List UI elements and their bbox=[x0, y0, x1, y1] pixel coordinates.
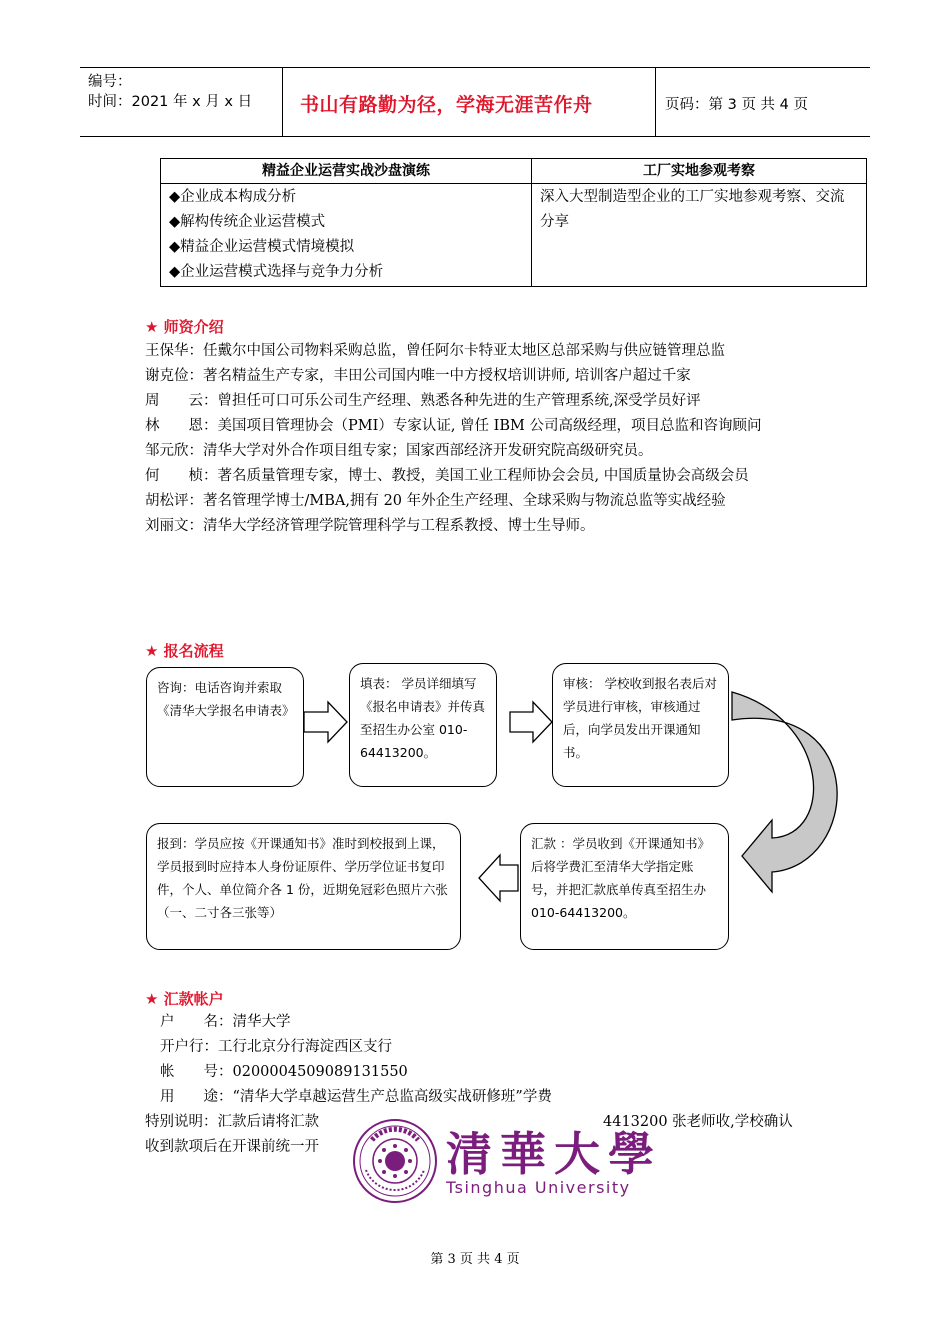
faculty-item: 周 云：曾担任可口可乐公司生产经理、熟悉各种先进的生产管理系统,深受学员好评 bbox=[145, 393, 701, 409]
tsinghua-logo-chinese: 清華大學 bbox=[446, 1127, 662, 1181]
header-motto: 书山有路勤为径，学海无涯苦作舟 bbox=[300, 94, 593, 116]
number-label: 编号： bbox=[88, 74, 132, 90]
page-footer: 第 3 页 共 4 页 bbox=[430, 1252, 520, 1267]
account-note bbox=[145, 1110, 319, 1160]
note-line-tail: 4413200 张老师收,学校确认 bbox=[603, 1114, 793, 1130]
cell-text: 深入大型制造型企业的工厂实地参观考察、交流分享 bbox=[540, 189, 845, 230]
faculty-item: 邹元欣：清华大学对外合作项目组专家；国家西部经济开发研究院高级研究员。 bbox=[145, 443, 653, 459]
list-item: ◆精益企业运营模式情境模拟 bbox=[169, 239, 355, 255]
arrow-right-icon bbox=[510, 702, 552, 742]
table-header: 工厂实地参观考察 bbox=[532, 159, 867, 184]
table-cell-right bbox=[532, 184, 867, 287]
faculty-item: 刘丽文：清华大学经济管理学院管理科学与工程系教授、博士生导师。 bbox=[145, 518, 595, 534]
page-header bbox=[80, 67, 870, 137]
registration-title: ★ 报名流程 bbox=[145, 642, 224, 660]
tsinghua-logo-english: Tsinghua University bbox=[446, 1178, 631, 1197]
header-meta bbox=[88, 72, 252, 112]
account-line: 用 途：“清华大学卓越运营生产总监高级实战研修班”学费 bbox=[160, 1089, 552, 1105]
date-label: 时间：2021 年 x 月 x 日 bbox=[88, 94, 253, 110]
account-line: 开户行：工行北京分行海淀西区支行 bbox=[160, 1039, 392, 1055]
faculty-item: 胡松评：著名管理学博士/MBA,拥有 20 年外企生产经理、全球采购与物流总监等实战经验 bbox=[145, 493, 726, 509]
header-divider bbox=[282, 68, 283, 136]
account-title: ★ 汇款帐户 bbox=[145, 990, 224, 1008]
faculty-item: 王保华：任戴尔中国公司物料采购总监，曾任阿尔卡特亚太地区总部采购与供应链管理总监 bbox=[145, 343, 725, 359]
note-line: 特别说明：汇款后请将汇款 bbox=[145, 1114, 319, 1130]
arrow-left-icon bbox=[479, 855, 518, 901]
list-item: ◆解构传统企业运营模式 bbox=[169, 214, 326, 230]
note-line: 收到款项后在开课前统一开 bbox=[145, 1139, 319, 1155]
account-lines bbox=[160, 1010, 860, 1110]
course-table bbox=[160, 158, 867, 287]
flow-step-review: 审核： 学校收到报名表后对学员进行审核，审核通过后，向学员发出开课通知书。 bbox=[552, 663, 729, 787]
table-cell-left bbox=[161, 184, 532, 287]
account-line: 户 名：清华大学 bbox=[160, 1014, 291, 1030]
tsinghua-seal-icon bbox=[352, 1118, 438, 1204]
flow-step-report: 报到：学员应按《开课通知书》准时到校报到上课，学员报到时应持本人身份证原件、学历学位证书复印件，个人、单位简介各 1 份，近期免冠彩色照片六张（一、二寸各三张等） bbox=[146, 823, 461, 950]
faculty-item: 何 桢：著名质量管理专家，博士、教授，美国工业工程师协会会员, 中国质量协会高级会员 bbox=[145, 468, 749, 484]
curved-arrow-icon bbox=[732, 692, 837, 892]
flow-step-consult: 咨询：电话咨询并索取《清华大学报名申请表》 bbox=[146, 667, 304, 787]
faculty-item: 谢克俭：著名精益生产专家，丰田公司国内唯一中方授权培训讲师, 培训客户超过千家 bbox=[145, 368, 691, 384]
list-item: ◆企业运营模式选择与竞争力分析 bbox=[169, 264, 384, 280]
account-line: 帐 号：0200004509089131550 bbox=[160, 1064, 408, 1080]
table-header: 精益企业运营实战沙盘演练 bbox=[161, 159, 532, 184]
header-divider bbox=[655, 68, 656, 136]
faculty-list bbox=[145, 339, 810, 539]
flow-step-remit: 汇款 ：学员收到《开课通知书》后将学费汇至清华大学指定账号，并把汇款底单传真至招生办 010-64413200。 bbox=[520, 823, 729, 950]
list-item: ◆企业成本构成分析 bbox=[169, 189, 297, 205]
faculty-item: 林 恩：美国项目管理协会（PMI）专家认证, 曾任 IBM 公司高级经理，项目总监和咨询顾问 bbox=[145, 418, 762, 434]
arrow-right-icon bbox=[304, 702, 347, 742]
faculty-title: ★ 师资介绍 bbox=[145, 318, 224, 336]
header-page-label: 页码：第 3 页 共 4 页 bbox=[665, 97, 808, 113]
flow-step-fill-form: 填表： 学员详细填写《报名申请表》并传真至招生办公室 010-64413200。 bbox=[349, 663, 497, 787]
